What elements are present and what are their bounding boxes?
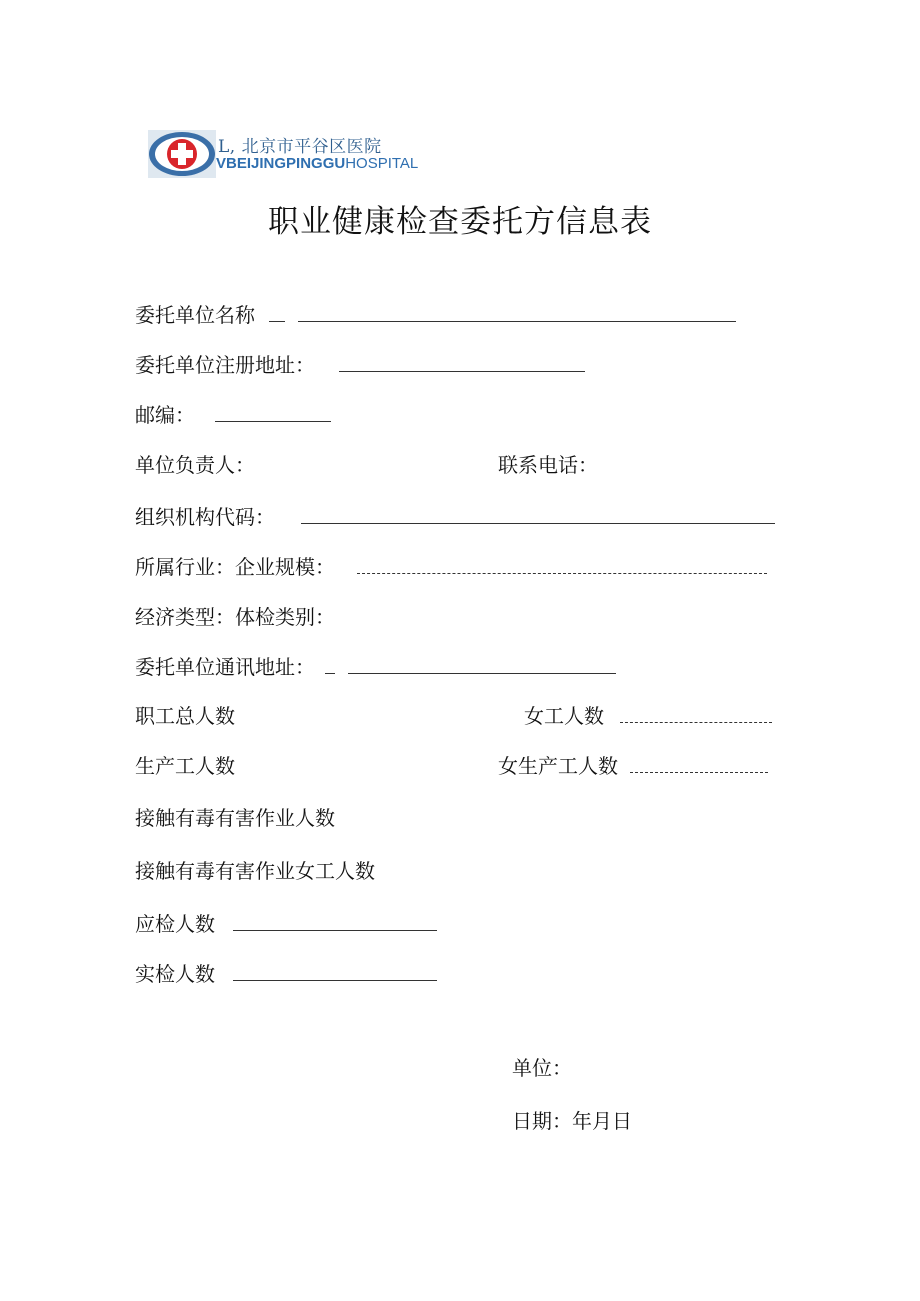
field-should-examine: 应检人数 xyxy=(135,911,437,937)
field-postcode: 邮编： xyxy=(135,402,331,428)
field-production-staff: 生产工人数 xyxy=(135,754,235,778)
field-toxic-exposure-female-staff: 接触有毒有害作业女工人数 xyxy=(135,859,375,883)
reg-address-input-line[interactable] xyxy=(339,353,585,372)
industry-scale-dashed-line[interactable] xyxy=(357,561,767,574)
field-female-production-staff: 女生产工人数 xyxy=(498,753,768,779)
actual-examined-input-line[interactable] xyxy=(233,962,437,981)
field-econ-exam-type: 经济类型：体检类别： xyxy=(135,605,335,629)
field-entrusting-unit-name: 委托单位名称 xyxy=(135,302,736,328)
field-toxic-exposure-staff: 接触有毒有害作业人数 xyxy=(135,806,335,830)
postcode-input-line[interactable] xyxy=(215,403,331,422)
hospital-name-cn: L, 北京市平谷区医院 xyxy=(218,137,382,157)
field-unit-leader: 单位负责人： xyxy=(135,453,255,477)
underline-short xyxy=(325,655,335,674)
comm-address-input-line[interactable] xyxy=(348,655,616,674)
entrusting-unit-name-input-line[interactable] xyxy=(298,303,736,322)
field-org-code: 组织机构代码： xyxy=(135,504,775,530)
field-female-staff: 女工人数 xyxy=(524,703,772,729)
signature-unit: 单位： xyxy=(512,1056,572,1080)
hospital-emblem-icon xyxy=(148,130,216,178)
page-title: 职业健康检查委托方信息表 xyxy=(268,204,652,240)
field-comm-address: 委托单位通讯地址： xyxy=(135,654,616,680)
field-contact-phone: 联系电话： xyxy=(498,453,598,477)
field-industry-scale: 所属行业：企业规模： xyxy=(135,554,767,580)
signature-date: 日期：年月日 xyxy=(512,1109,632,1133)
hospital-name-en: VBEIJINGPINGGUHOSPITAL xyxy=(216,155,419,172)
should-examine-input-line[interactable] xyxy=(233,912,437,931)
underline-short xyxy=(269,303,285,322)
female-production-staff-dashed-line[interactable] xyxy=(630,760,768,773)
field-total-staff: 职工总人数 xyxy=(135,704,235,728)
field-entrusting-unit-reg-address: 委托单位注册地址： xyxy=(135,352,585,378)
hospital-logo xyxy=(148,130,419,180)
field-actual-examined: 实检人数 xyxy=(135,961,437,987)
org-code-input-line[interactable] xyxy=(301,505,775,524)
female-staff-dashed-line[interactable] xyxy=(620,710,772,723)
